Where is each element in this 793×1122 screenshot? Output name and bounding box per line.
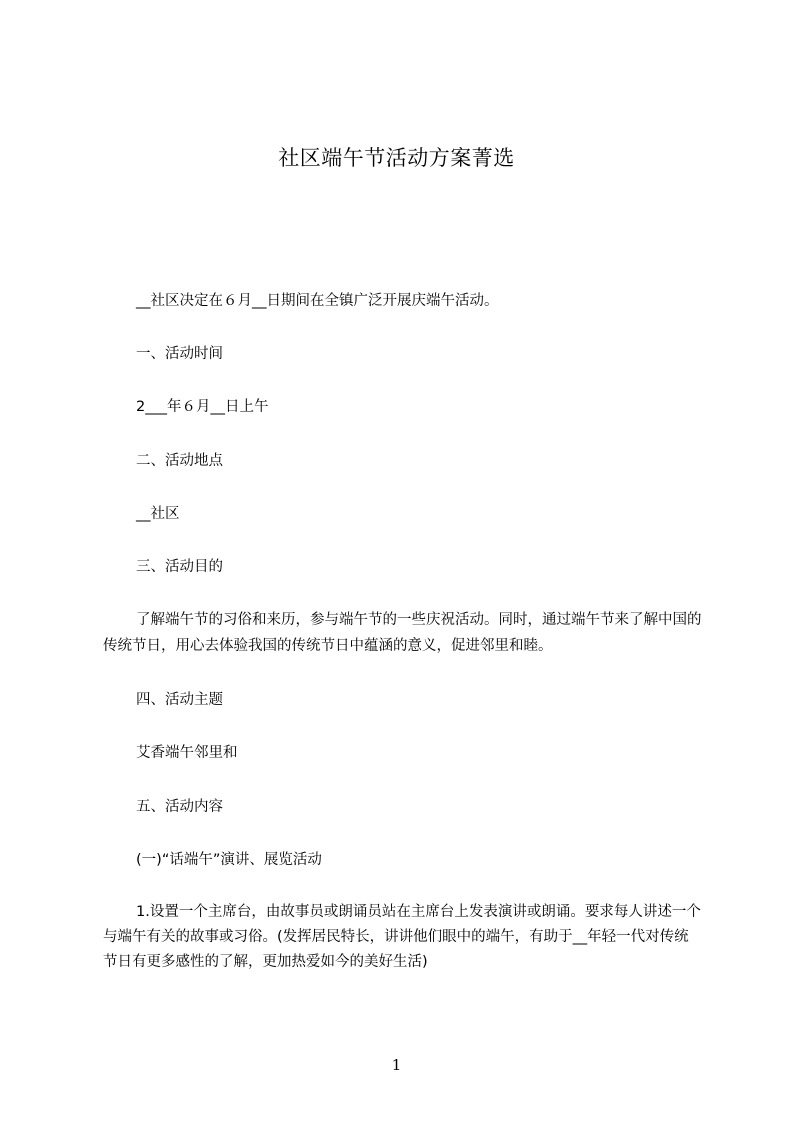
paragraph-intro: __社区决定在６月__日期间在全镇广泛开展庆端午活动。 xyxy=(136,293,499,309)
heading-activity-theme: 四、活动主题 xyxy=(136,692,223,708)
document-title: 社区端午节活动方案菁选 xyxy=(278,146,515,170)
heading-activity-time: 一、活动时间 xyxy=(136,346,223,362)
heading-activity-location: 二、活动地点 xyxy=(136,453,223,469)
page-number: 1 xyxy=(391,1056,402,1074)
heading-activity-purpose: 三、活动目的 xyxy=(136,559,223,575)
paragraph-activity-purpose: 了解端午节的习俗和来历，参与端午节的一些庆祝活动。同时，通过端午节来了解中国的传统节日，用心去体验我国的传统节日中蕴涵的意义，促进邻里和睦。 xyxy=(103,612,702,654)
paragraph-activity-theme: 艾香端午邻里和 xyxy=(136,745,238,761)
subheading-speech-exhibition: (一)“话端午”演讲、展览活动 xyxy=(136,852,322,868)
paragraph-activity-location: __社区 xyxy=(136,506,180,522)
paragraph-activity-time: 2___年６月__日上午 xyxy=(136,399,269,415)
paragraph-speech-details: 1.设置一个主席台，由故事员或朗诵员站在主席台上发表演讲或朗诵。要求每人讲述一个与端午有关的故事或习俗。(发挥居民特长，讲讲他们眼中的端午，有助于__年轻一代对传统节日有更多感性的了解，更加热爱如今的美好生活) xyxy=(103,904,701,970)
heading-activity-content: 五、活动内容 xyxy=(136,799,223,815)
